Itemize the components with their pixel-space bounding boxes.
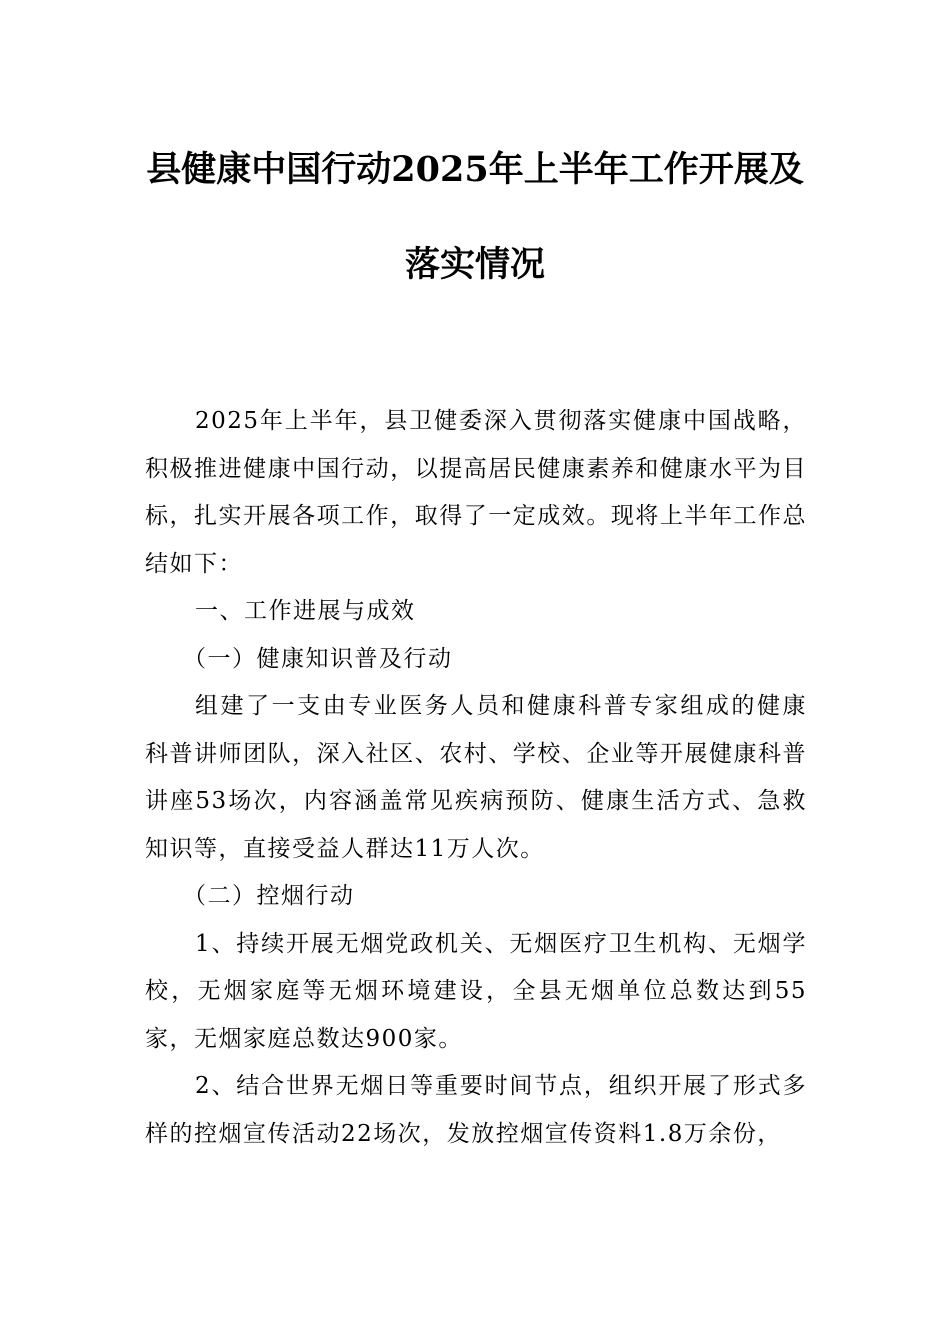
document-body: [145, 398, 807, 1158]
section-heading-progress: 一、工作进展与成效: [195, 598, 416, 624]
intro-paragraph: 2025年上半年，县卫健委深入贯彻落实健康中国战略，积极推进健康中国行动，以提高居民健康素养和健康水平为目标，扎实开展各项工作，取得了一定成效。现将上半年工作总结如下：: [145, 408, 807, 577]
subsection-heading-health-knowledge: （一）健康知识普及行动: [183, 645, 453, 672]
subsection-heading-tobacco-control: （二）控烟行动: [183, 883, 355, 909]
health-knowledge-paragraph: 组建了一支由专业医务人员和健康科普专家组成的健康科普讲师团队，深入社区、农村、学校、企业等开展健康科普讲座53场次，内容涵盖常见疾病预防、健康生活方式、急救知识等，直接受益人群达11万人次。: [145, 693, 807, 862]
tobacco-control-item-2: 2、结合世界无烟日等重要时间节点，组织开展了形式多样的控烟宣传活动22场次，发放控烟宣传资料1.8万余份，: [145, 1073, 807, 1147]
tobacco-control-item-1: 1、持续开展无烟党政机关、无烟医疗卫生机构、无烟学校，无烟家庭等无烟环境建设，全县无烟单位总数达到55家，无烟家庭总数达900家。: [145, 930, 807, 1052]
document-title-line-1: 县健康中国行动2025年上半年工作开展及: [146, 149, 804, 190]
document-title-line-2: 落实情况: [404, 244, 545, 285]
